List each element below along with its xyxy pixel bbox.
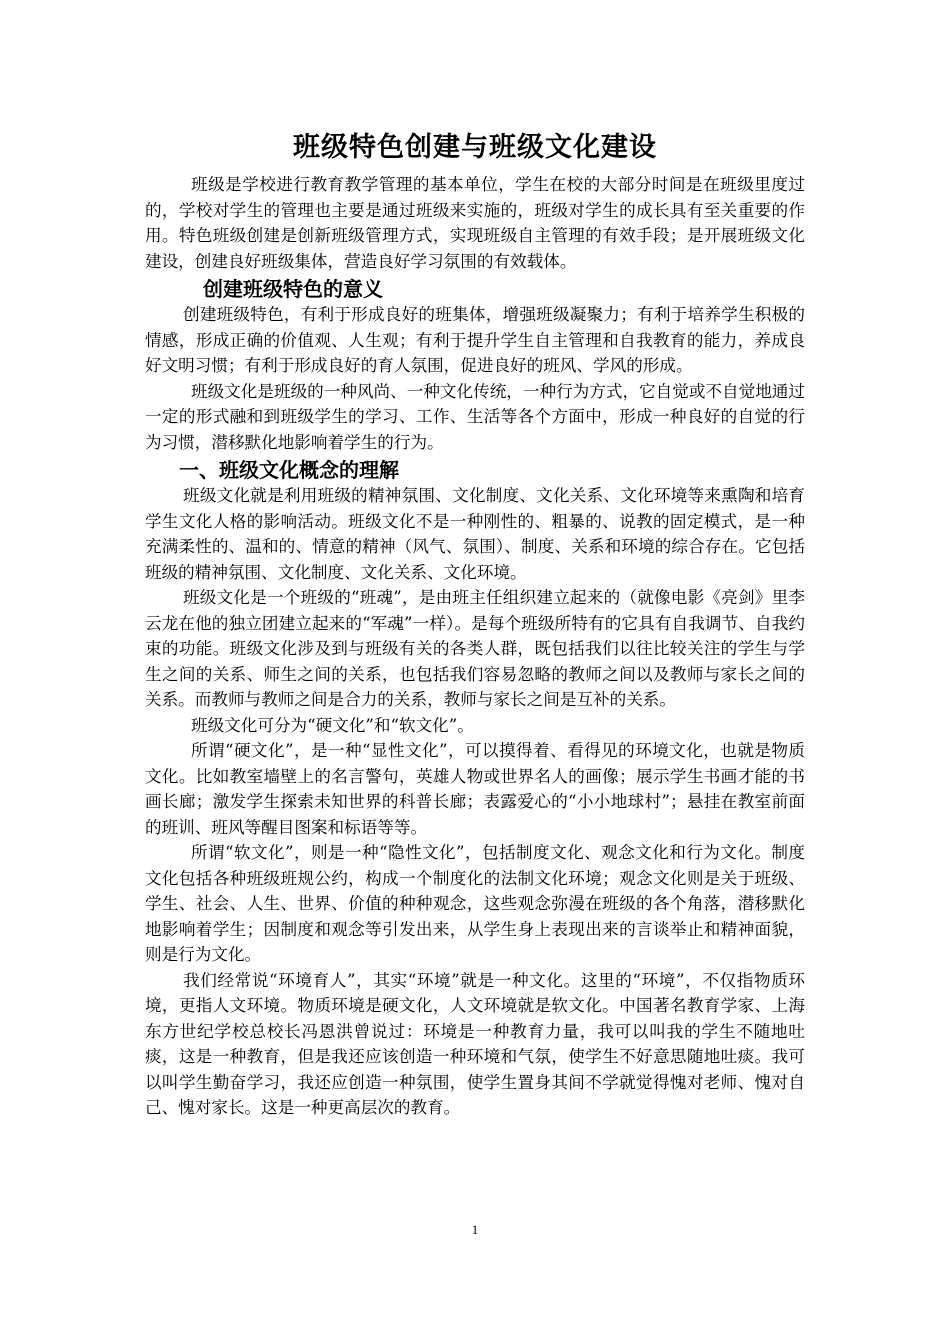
paragraph: 班级文化是一个班级的“班魂”，是由班主任组织建立起来的（就像电影《亮剑》里李云龙在他的独立团建立起来的“军魂”一样）。是每个班级所特有的它具有自我调节、自我约束的功能。班级文化涉及到与班级有关的各类人群，既包括我们以往比较关注的学生与学生之间的关系、师生之间的关系，也包括我们容易忽略的教师之间以及教师与家长之间的关系。而教师与教师之间是合力的关系，教师与家长之间是互补的关系。 xyxy=(145,588,805,709)
paragraph: 班级文化就是利用班级的精神氛围、文化制度、文化关系、文化环境等来熏陶和培育学生文化人格的影响活动。班级文化不是一种刚性的、粗暴的、说教的固定模式，是一种充满柔性的、温和的、情意的精神（风气、氛围）、制度、关系和环境的综合存在。它包括班级的精神氛围、文化制度、文化关系、文化环境。 xyxy=(145,486,805,582)
section-heading-significance: 创建班级特色的意义 xyxy=(203,277,383,301)
paragraph: 我们经常说“环境育人”，其实“环境”就是一种文化。这里的“环境”，不仅指物质环境，更指人文环境。物质环境是硬文化，人文环境就是软文化。中国著名教育学家、上海东方世纪学校总校长冯恩洪曾说过：环境是一种教育力量，我可以叫我的学生不随地吐痰，这是一种教育，但是我还应该创造一种环境和气氛，使学生不好意思随地吐痰。我可以叫学生勤奋学习，我还应创造一种氛围，使学生置身其间不学就觉得愧对老师、愧对自己、愧对家长。这是一种更高层次的教育。 xyxy=(145,970,805,1117)
paragraph: 所谓“硬文化”，是一种“显性文化”，可以摸得着、看得见的环境文化，也就是物质文化。比如教室墙壁上的名言警句，英雄人物或世界名人的画像；展示学生书画才能的书画长廊；激发学生探索未知世界的科普长廊；表露爱心的“小小地球村”；悬挂在教室前面的班训、班风等醒目图案和标语等等。 xyxy=(145,741,805,837)
document-body xyxy=(145,128,805,1121)
section-heading-concept: 一、班级文化概念的理解 xyxy=(179,458,399,482)
intro-paragraph: 班级是学校进行教育教学管理的基本单位，学生在校的大部分时间是在班级里度过的，学校对学生的管理也主要是通过班级来实施的，班级对学生的成长具有至关重要的作用。特色班级创建是创新班级管理方式，实现班级自主管理的有效手段；是开展班级文化建设，创建良好班级集体，营造良好学习氛围的有效载体。 xyxy=(145,175,805,271)
page-number: 1 xyxy=(471,1222,479,1237)
paragraph: 班级文化是班级的一种风尚、一种文化传统，一种行为方式，它自觉或不自觉地通过一定的形式融和到班级学生的学习、工作、生活等各个方面中，形成一种良好的自觉的行为习惯，潜移默化地影响着学生的行为。 xyxy=(145,381,805,452)
paragraph: 所谓“软文化”，则是一种“隐性文化”，包括制度文化、观念文化和行为文化。制度文化包括各种班级班规公约，构成一个制度化的法制文化环境；观念文化则是关于班级、学生、社会、人生、世界、价值的种种观念，这些观念弥漫在班级的各个角落，潜移默化地影响着学生；因制度和观念等引发出来，从学生身上表现出来的言谈举止和精神面貌，则是行为文化。 xyxy=(145,843,805,964)
document-title: 班级特色创建与班级文化建设 xyxy=(293,132,657,163)
paragraph: 班级文化可分为“硬文化”和“软文化”。 xyxy=(191,715,474,735)
paragraph: 创建班级特色，有利于形成良好的班集体，增强班级凝聚力；有利于培养学生积极的情感，形成正确的价值观、人生观；有利于提升学生自主管理和自我教育的能力，养成良好文明习惯；有利于形成良好的育人氛围，促进良好的班风、学风的形成。 xyxy=(145,305,805,375)
